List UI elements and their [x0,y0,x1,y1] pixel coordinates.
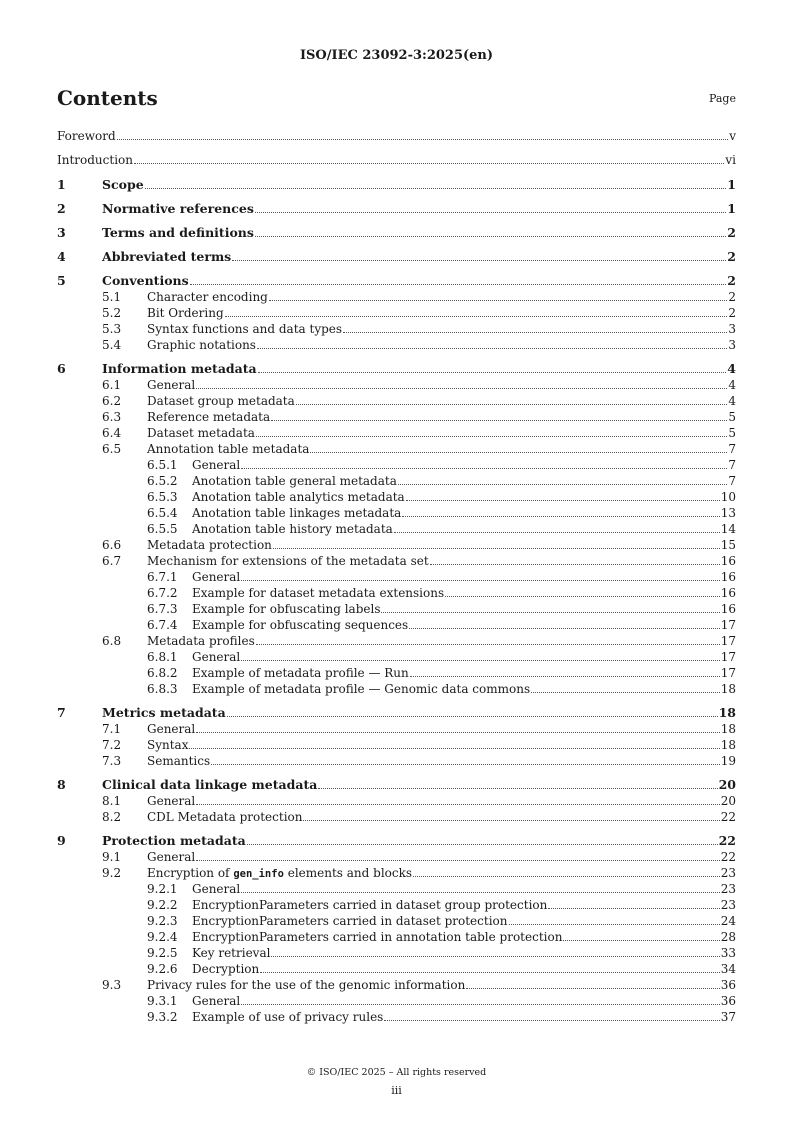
toc-leader-dots [196,795,719,805]
toc-entry-title: CDL Metadata protection [147,810,303,824]
toc-entry-number: 9.1 [102,850,122,864]
toc-entry[interactable] [57,945,736,961]
toc-leader-dots [117,130,729,140]
toc-entry-title [147,865,412,882]
toc-entry-title: Syntax functions and data types [147,322,343,336]
toc-entry-number: 9.3.1 [147,994,178,1008]
toc-entry-title: Example of use of privacy rules [192,1010,384,1024]
toc-entry-title: General [192,570,241,584]
toc-entry[interactable] [57,441,736,457]
toc-entry-page: 20 [720,794,736,808]
toc-entry-title: Anotation table linkages metadata [192,506,402,520]
toc-entry-number: 5 [57,273,66,288]
toc-entry-page: 4 [727,361,736,376]
toc-entry-title: Example of metadata profile — Genomic data commons [192,682,531,696]
toc-leader-dots [257,339,727,349]
toc-entry-number: 9.2.6 [147,962,178,976]
toc-entry-number: 6.5 [102,442,122,456]
toc-entry-title: EncryptionParameters carried in dataset group protection [192,898,548,912]
toc-leader-dots [410,667,720,677]
toc-entry[interactable] [57,273,736,289]
toc-entry[interactable] [57,585,736,601]
toc-entry-page: 3 [728,322,736,336]
toc-entry-number: 6.7.3 [147,602,178,616]
toc-entry-title: Anotation table analytics metadata [192,490,405,504]
toc-entry-page: 17 [720,618,736,632]
toc-entry[interactable] [57,865,736,881]
toc-entry-title: Protection metadata [102,833,246,848]
toc-entry[interactable] [57,537,736,553]
toc-leader-dots [531,683,720,693]
toc-entry[interactable] [57,993,736,1009]
toc-entry-number: 9.2.4 [147,930,178,944]
toc-leader-dots [241,883,719,893]
toc-entry-page: 36 [720,994,736,1008]
toc-leader-dots [196,379,727,389]
toc-leader-dots [402,507,719,517]
toc-entry[interactable] [57,897,736,913]
toc-entry-page: 17 [720,650,736,664]
toc-leader-dots [398,475,727,485]
toc-entry[interactable] [57,321,736,337]
toc-leader-dots [256,635,720,645]
toc-entry-title: General [192,994,241,1008]
toc-entry-title: Conventions [102,273,189,288]
toc-entry-page: 5 [728,410,736,424]
toc-entry-page: 2 [727,249,736,264]
toc-entry-page: 4 [728,394,736,408]
toc-entry-title: Clinical data linkage metadata [102,777,318,792]
toc-entry-number: 5.3 [102,322,122,336]
toc-entry-page: 4 [728,378,736,392]
toc-leader-dots [232,251,726,261]
toc-leader-dots [318,779,717,789]
toc-entry-title: Terms and definitions [102,225,254,240]
toc-entry[interactable] [57,521,736,537]
toc-entry-number: 9.3 [102,978,122,992]
toc-entry-number: 6.7.4 [147,618,178,632]
toc-entry-page: 7 [728,442,736,456]
toc-leader-dots [406,491,720,501]
toc-entry-title-prefix: Encryption of [147,866,234,880]
toc-entry-page: 23 [720,866,736,880]
toc-entry[interactable] [57,777,736,793]
toc-leader-dots [548,899,719,909]
toc-leader-dots [256,427,727,437]
toc-entry-page: 3 [728,338,736,352]
toc-leader-dots [227,707,718,717]
toc-entry[interactable] [57,225,736,241]
toc-entry[interactable] [57,425,736,441]
toc-entry-number: 6.5.2 [147,474,178,488]
toc-entry-page: 14 [720,522,736,536]
toc-entry-title: Mechanism for extensions of the metadata set [147,554,429,568]
toc-entry-page: 15 [720,538,736,552]
toc-leader-dots [196,851,719,861]
toc-leader-dots [241,459,727,469]
toc-leader-dots [381,603,719,613]
toc-entry-number: 6.6 [102,538,122,552]
toc-entry-title: Bit Ordering [147,306,224,320]
toc-entry-title: Abbreviated terms [102,249,232,264]
table-of-contents [57,128,736,1025]
toc-entry-page: 2 [728,290,736,304]
toc-entry-title: Normative references [102,201,254,216]
toc-leader-dots [271,411,727,421]
toc-entry[interactable] [57,473,736,489]
toc-entry-title: Annotation table metadata [147,442,310,456]
toc-entry-number: 9.2.5 [147,946,178,960]
toc-entry-number: 8.2 [102,810,122,824]
toc-entry-title: Introduction [57,153,133,167]
toc-entry[interactable] [57,721,736,737]
toc-leader-dots [190,275,727,285]
toc-entry-number: 6.4 [102,426,122,440]
toc-entry-title: Decryption [192,962,260,976]
toc-entry-page: 2 [727,273,736,288]
toc-entry-page: 10 [720,490,736,504]
toc-entry-title: Example for obfuscating sequences [192,618,409,632]
toc-entry-number: 6.7.2 [147,586,178,600]
toc-leader-dots [134,154,724,164]
toc-leader-dots [509,915,720,925]
toc-entry[interactable] [57,201,736,217]
toc-entry[interactable] [57,601,736,617]
toc-entry-title: Privacy rules for the use of the genomic information [147,978,466,992]
toc-entry[interactable] [57,409,736,425]
toc-leader-dots [255,227,726,237]
toc-entry-number: 6.1 [102,378,122,392]
toc-entry-number: 6.5.4 [147,506,178,520]
toc-entry-page: 18 [718,705,736,720]
toc-entry-number: 9.2.1 [147,882,178,896]
toc-leader-dots [260,963,719,973]
toc-entry[interactable] [57,393,736,409]
toc-entry-number: 6.8.2 [147,666,178,680]
toc-entry-number: 7.1 [102,722,122,736]
toc-entry-page: 17 [720,634,736,648]
toc-leader-dots [247,835,718,845]
toc-leader-dots [384,1011,719,1021]
toc-entry-title: Foreword [57,129,116,143]
toc-entry[interactable] [57,249,736,265]
toc-entry-title: Key retrieval [192,946,271,960]
toc-leader-dots [273,539,720,549]
toc-entry-number: 6 [57,361,66,376]
toc-leader-dots [303,811,719,821]
toc-entry[interactable] [57,457,736,473]
toc-leader-dots [271,947,719,957]
toc-leader-dots [189,739,719,749]
toc-entry-page: 22 [720,810,736,824]
copyright-footer: © ISO/IEC 2025 – All rights reserved [306,1067,487,1078]
toc-entry[interactable] [57,849,736,865]
toc-entry[interactable] [57,809,736,825]
toc-entry-title: Metrics metadata [102,705,226,720]
toc-entry-title: Dataset metadata [147,426,255,440]
toc-entry[interactable] [57,152,736,169]
toc-entry-title: Example of metadata profile — Run [192,666,409,680]
toc-entry-number: 4 [57,249,66,264]
toc-entry[interactable] [57,377,736,393]
toc-entry[interactable] [57,881,736,897]
toc-leader-dots [225,307,728,317]
toc-entry[interactable] [57,128,736,145]
toc-entry-number: 8 [57,777,66,792]
toc-entry[interactable] [57,289,736,305]
toc-leader-dots [196,723,719,733]
toc-leader-dots [241,651,719,661]
toc-entry-title: General [192,458,241,472]
toc-entry[interactable] [57,977,736,993]
page-number: iii [391,1084,402,1097]
toc-leader-dots [296,395,728,405]
toc-entry-page: 18 [720,738,736,752]
toc-leader-dots [445,587,720,597]
toc-entry-title: Scope [102,177,144,192]
toc-entry[interactable] [57,929,736,945]
toc-entry[interactable] [57,753,736,769]
toc-entry-page: 16 [720,602,736,616]
toc-entry-title: General [147,722,196,736]
toc-entry-number: 7.2 [102,738,122,752]
page-title: Contents [57,86,158,110]
toc-leader-dots [563,931,719,941]
toc-entry-number: 7 [57,705,66,720]
toc-entry-title: Syntax [147,738,189,752]
toc-leader-dots [430,555,720,565]
toc-entry-title: EncryptionParameters carried in dataset protection [192,914,508,928]
toc-entry-number: 5.2 [102,306,122,320]
toc-entry-title: Reference metadata [147,410,271,424]
toc-entry[interactable] [57,569,736,585]
toc-entry-number: 6.2 [102,394,122,408]
toc-leader-dots [241,571,719,581]
toc-leader-dots [269,291,728,301]
toc-entry-page: 34 [720,962,736,976]
toc-entry[interactable] [57,361,736,377]
toc-entry-number: 3 [57,225,66,240]
toc-entry[interactable] [57,489,736,505]
toc-entry-number: 8.1 [102,794,122,808]
toc-entry-number: 9.2 [102,866,122,880]
page-column-label: Page [708,92,736,105]
toc-entry-number: 9 [57,833,66,848]
toc-entry-page: 22 [720,850,736,864]
toc-entry[interactable] [57,177,736,193]
toc-leader-dots [409,619,720,629]
toc-entry[interactable] [57,1009,736,1025]
toc-entry-number: 6.5.5 [147,522,178,536]
toc-entry-page: 1 [727,201,736,216]
toc-entry-number: 6.8 [102,634,122,648]
toc-entry-title: EncryptionParameters carried in annotation table protection [192,930,563,944]
toc-entry-title: General [192,882,241,896]
toc-entry[interactable] [57,505,736,521]
toc-leader-dots [255,203,726,213]
toc-entry-page: 16 [720,570,736,584]
toc-entry-page: 13 [720,506,736,520]
toc-entry-page: 28 [720,930,736,944]
toc-entry[interactable] [57,617,736,633]
toc-entry-page: 23 [720,898,736,912]
toc-entry-number: 6.8.3 [147,682,178,696]
toc-entry[interactable] [57,337,736,353]
toc-entry[interactable] [57,553,736,569]
toc-entry-page: 24 [720,914,736,928]
toc-entry-title: Example for dataset metadata extensions [192,586,445,600]
toc-entry-title: Anotation table general metadata [192,474,397,488]
toc-entry-page: 22 [718,833,736,848]
toc-entry-page: 1 [727,177,736,192]
toc-entry-title: General [147,378,196,392]
toc-entry-page: 5 [728,426,736,440]
toc-entry-page: 16 [720,586,736,600]
toc-entry-number: 6.7.1 [147,570,178,584]
toc-entry-number: 1 [57,177,66,192]
toc-entry-title: Example for obfuscating labels [192,602,381,616]
toc-entry-page: v [729,129,736,143]
toc-entry-title: Metadata profiles [147,634,255,648]
toc-entry-page: vi [725,153,736,167]
toc-entry-page: 7 [728,474,736,488]
toc-entry-number: 6.7 [102,554,122,568]
toc-entry-page: 17 [720,666,736,680]
toc-entry-number: 2 [57,201,66,216]
toc-entry[interactable] [57,649,736,665]
toc-entry-title: General [147,850,196,864]
toc-leader-dots [145,179,727,189]
toc-entry[interactable] [57,665,736,681]
toc-entry-number: 5.4 [102,338,122,352]
toc-entry-title-code: gen_info [233,868,284,880]
toc-entry-title: General [192,650,241,664]
toc-leader-dots [211,755,720,765]
toc-entry-title: Anotation table history metadata [192,522,393,536]
toc-leader-dots [258,363,727,373]
toc-entry-number: 7.3 [102,754,122,768]
toc-entry[interactable] [57,681,736,697]
toc-entry-page: 33 [720,946,736,960]
toc-entry-number: 9.2.2 [147,898,178,912]
toc-entry-page: 18 [720,722,736,736]
toc-entry-page: 37 [720,1010,736,1024]
toc-entry-title: Character encoding [147,290,268,304]
toc-entry[interactable] [57,833,736,849]
toc-leader-dots [310,443,727,453]
toc-entry-title: Information metadata [102,361,257,376]
toc-leader-dots [394,523,720,533]
toc-entry-number: 9.3.2 [147,1010,178,1024]
toc-entry-page: 7 [728,458,736,472]
toc-entry-page: 36 [720,978,736,992]
toc-entry-title: Semantics [147,754,211,768]
toc-entry-number: 6.8.1 [147,650,178,664]
toc-entry-page: 16 [720,554,736,568]
toc-leader-dots [466,979,719,989]
toc-entry-title: Graphic notations [147,338,256,352]
toc-entry-number: 6.5.1 [147,458,178,472]
toc-leader-dots [343,323,727,333]
toc-entry[interactable] [57,633,736,649]
toc-entry-page: 20 [718,777,736,792]
toc-entry-title-suffix: elements and blocks [283,866,413,880]
toc-entry[interactable] [57,961,736,977]
toc-entry-title: Metadata protection [147,538,272,552]
toc-entry[interactable] [57,305,736,321]
toc-entry-number: 6.5.3 [147,490,178,504]
toc-leader-dots [413,867,720,877]
toc-entry[interactable] [57,913,736,929]
toc-entry[interactable] [57,793,736,809]
toc-entry-number: 9.2.3 [147,914,178,928]
toc-entry-page: 19 [720,754,736,768]
toc-entry-page: 23 [720,882,736,896]
toc-entry-title: General [147,794,196,808]
toc-entry-page: 18 [720,682,736,696]
toc-entry-page: 2 [727,225,736,240]
toc-entry-number: 5.1 [102,290,122,304]
toc-entry-title: Dataset group metadata [147,394,295,408]
toc-entry[interactable] [57,737,736,753]
toc-entry-number: 6.3 [102,410,122,424]
toc-entry[interactable] [57,705,736,721]
document-header: ISO/IEC 23092-3:2025(en) [299,48,494,63]
toc-entry-page: 2 [728,306,736,320]
toc-leader-dots [241,995,719,1005]
